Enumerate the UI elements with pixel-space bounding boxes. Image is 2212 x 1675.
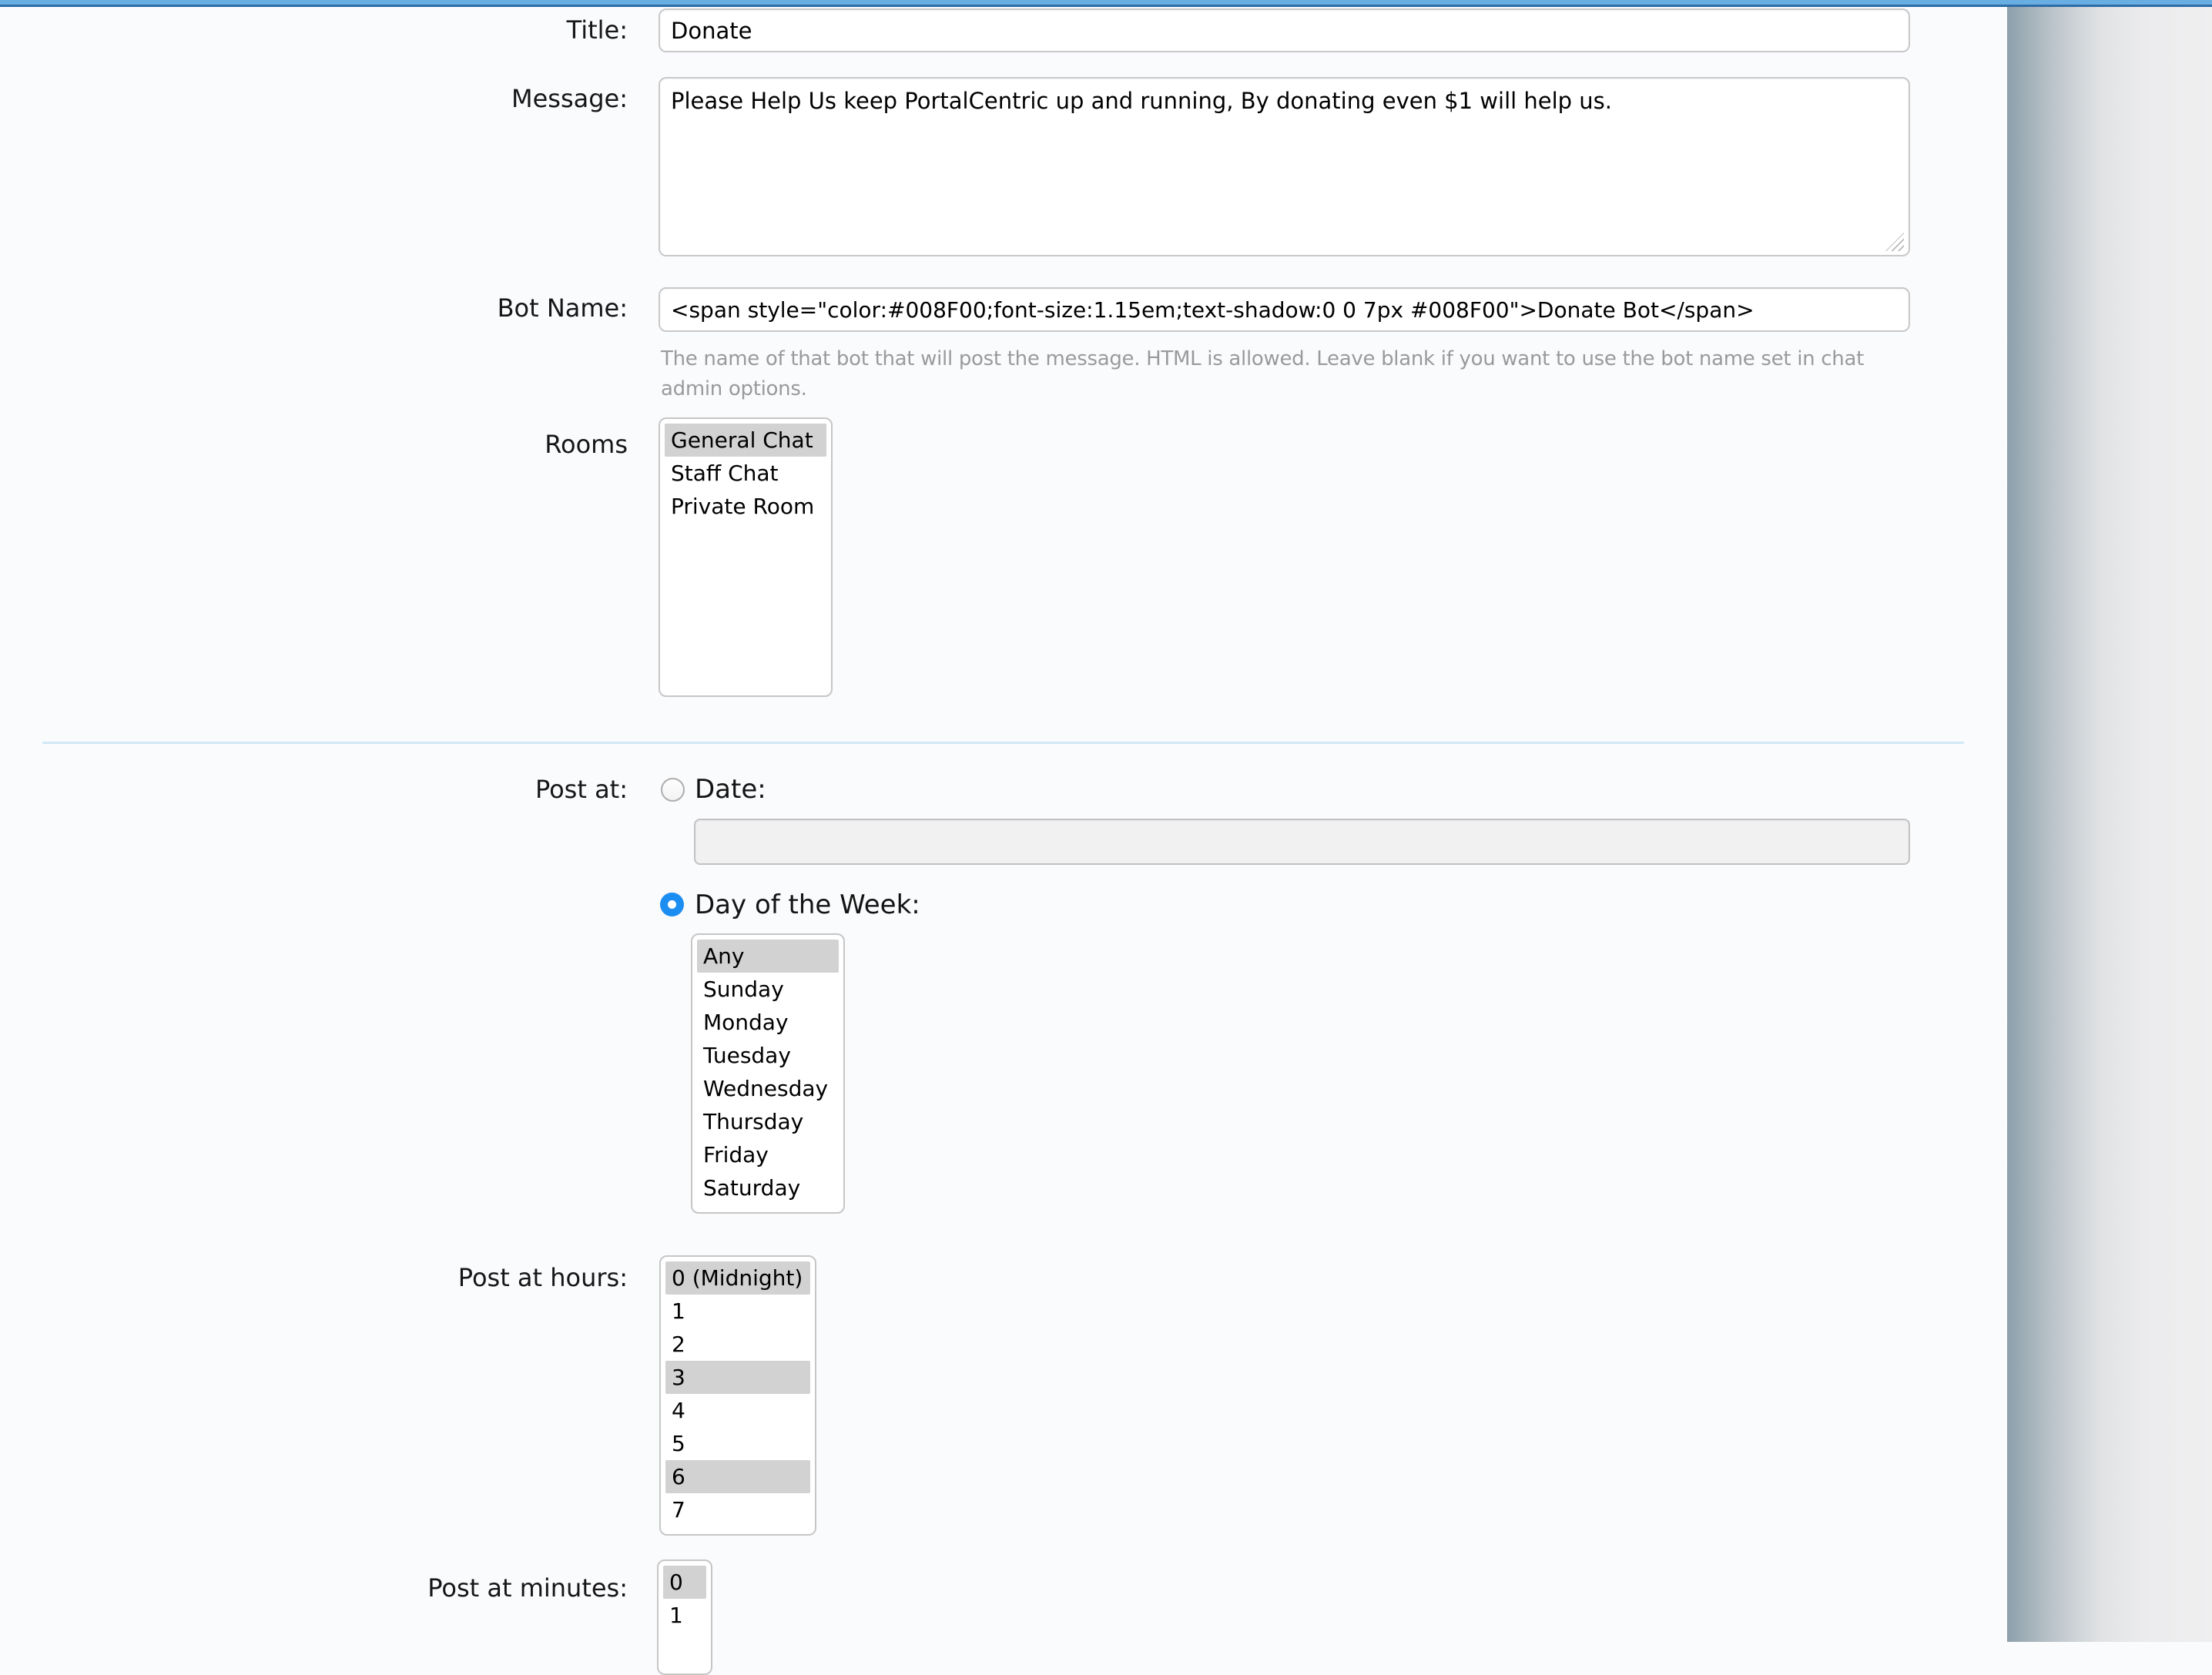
listbox-option[interactable]: Tuesday [703, 1043, 791, 1068]
title-label: Title: [566, 15, 628, 45]
hours-listbox[interactable] [659, 1255, 816, 1536]
top-accent-bar-dark [0, 5, 2212, 7]
bot-name-label: Bot Name: [497, 293, 628, 323]
bot-name-input[interactable] [659, 287, 1910, 332]
listbox-option[interactable]: Thursday [703, 1109, 804, 1134]
listbox-option[interactable]: 0 (Midnight) [665, 1261, 810, 1295]
bot-name-help-text: The name of that bot that will post the message. HTML is allowed. Leave blank if you want to use the bot name set in chat [661, 347, 1865, 370]
post-at-minutes-label: Post at minutes: [427, 1573, 628, 1603]
rooms-label: Rooms [545, 430, 628, 459]
top-accent-bar [0, 0, 2212, 7]
listbox-option[interactable]: 6 [665, 1460, 810, 1493]
listbox-option[interactable]: Friday [703, 1142, 769, 1167]
page-edge-gradient [2007, 7, 2212, 1642]
day-of-week-radio-label: Day of the Week: [695, 889, 920, 920]
listbox-option[interactable]: 1 [672, 1298, 685, 1324]
post-at-label: Post at: [535, 775, 628, 804]
title-input[interactable] [659, 8, 1910, 52]
message-label: Message: [511, 84, 628, 113]
day-of-week-listbox[interactable] [691, 933, 845, 1214]
listbox-option[interactable]: Wednesday [703, 1076, 829, 1101]
listbox-option[interactable]: 5 [672, 1431, 685, 1456]
listbox-option[interactable]: Sunday [703, 977, 784, 1002]
listbox-option[interactable]: General Chat [665, 424, 826, 457]
day-of-week-radio[interactable] [660, 893, 684, 916]
listbox-option[interactable]: 0 [663, 1566, 706, 1599]
listbox-option[interactable]: 3 [665, 1361, 810, 1394]
listbox-option[interactable]: 2 [672, 1332, 685, 1357]
rooms-listbox[interactable] [659, 417, 833, 697]
listbox-option[interactable]: Saturday [703, 1175, 801, 1201]
date-radio-label: Date: [695, 774, 766, 805]
message-textarea[interactable] [659, 77, 1910, 256]
listbox-option[interactable]: Staff Chat [671, 461, 779, 486]
listbox-option[interactable]: Any [697, 940, 839, 973]
bot-name-help-text: admin options. [661, 377, 807, 400]
listbox-option[interactable]: 7 [672, 1497, 685, 1523]
minutes-listbox[interactable] [657, 1559, 712, 1675]
post-at-hours-label: Post at hours: [457, 1263, 628, 1292]
listbox-option[interactable]: Monday [703, 1010, 789, 1035]
date-input[interactable] [694, 819, 1910, 865]
listbox-option[interactable]: 1 [669, 1603, 683, 1628]
section-divider [42, 742, 1964, 744]
listbox-option[interactable]: Private Room [671, 494, 815, 519]
listbox-option[interactable]: 4 [672, 1398, 685, 1423]
date-radio[interactable] [661, 778, 685, 802]
